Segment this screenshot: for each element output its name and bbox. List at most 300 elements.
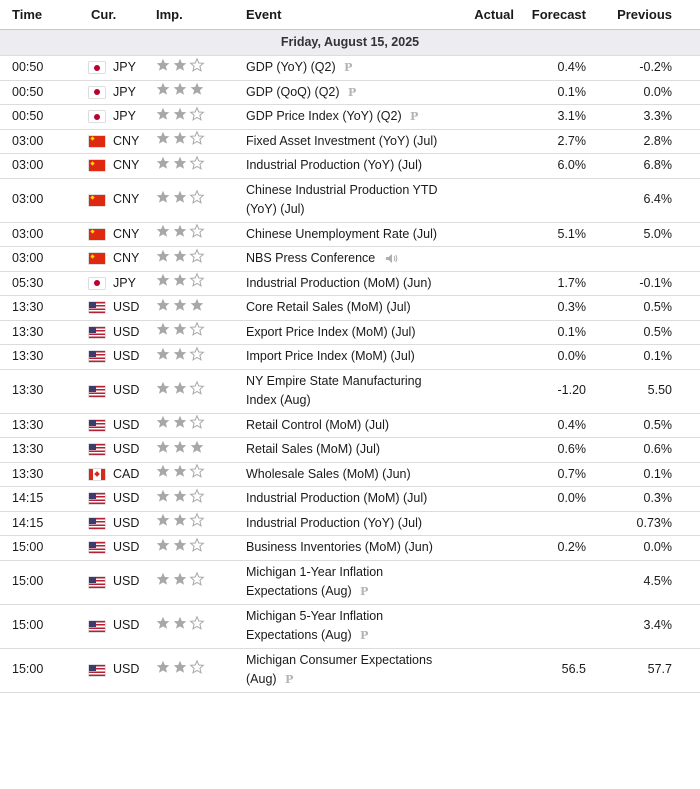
header-currency[interactable]: Cur. xyxy=(89,0,156,30)
importance-cell xyxy=(156,560,246,604)
event-currency: CNY xyxy=(113,226,140,241)
event-actual xyxy=(439,222,514,247)
star-empty-icon xyxy=(190,538,204,552)
event-cell xyxy=(246,222,439,247)
event-name-link[interactable]: Export Price Index (MoM) (Jul) xyxy=(246,324,416,339)
star-filled-icon xyxy=(156,273,170,287)
flag-jp-icon xyxy=(89,87,105,98)
event-actual xyxy=(439,438,514,463)
importance-stars xyxy=(156,298,204,312)
event-time: 14:15 xyxy=(0,511,89,536)
event-currency-cell xyxy=(89,247,156,272)
event-actual xyxy=(439,247,514,272)
event-currency-cell xyxy=(89,369,156,413)
star-empty-icon xyxy=(190,616,204,630)
star-filled-icon xyxy=(156,489,170,503)
event-time: 13:30 xyxy=(0,438,89,463)
table-row[interactable] xyxy=(0,320,700,345)
importance-stars xyxy=(156,322,204,336)
flag-cn-icon xyxy=(89,253,105,264)
event-forecast: 0.6% xyxy=(514,438,586,463)
event-name-link[interactable]: Michigan 5-Year Inflation Expectations (Aug) xyxy=(246,608,384,642)
preliminary-icon: P xyxy=(344,61,353,74)
importance-stars xyxy=(156,464,204,478)
event-time: 03:00 xyxy=(0,154,89,179)
event-cell xyxy=(246,178,439,222)
table-row[interactable] xyxy=(0,178,700,222)
importance-cell xyxy=(156,56,246,81)
importance-stars xyxy=(156,190,204,204)
event-name-link[interactable]: Business Inventories (MoM) (Jun) xyxy=(246,540,433,554)
star-filled-icon xyxy=(156,58,170,72)
event-currency: USD xyxy=(113,349,140,363)
star-filled-icon xyxy=(173,156,187,170)
event-name-link[interactable]: Chinese Industrial Production YTD (YoY) (Jul) xyxy=(246,182,438,216)
star-empty-icon xyxy=(190,572,204,586)
star-filled-icon xyxy=(156,156,170,170)
star-filled-icon xyxy=(156,107,170,121)
table-row[interactable] xyxy=(0,536,700,561)
importance-cell xyxy=(156,271,246,296)
table-row[interactable] xyxy=(0,560,700,604)
table-row[interactable] xyxy=(0,271,700,296)
event-previous: 5.50 xyxy=(586,369,700,413)
event-cell xyxy=(246,154,439,179)
table-row[interactable] xyxy=(0,129,700,154)
date-row xyxy=(0,30,700,56)
star-filled-icon xyxy=(173,660,187,674)
star-empty-icon xyxy=(190,190,204,204)
event-time: 05:30 xyxy=(0,271,89,296)
table-row[interactable] xyxy=(0,604,700,648)
event-forecast xyxy=(514,247,586,272)
event-time: 13:30 xyxy=(0,320,89,345)
star-empty-icon xyxy=(190,322,204,336)
table-row[interactable] xyxy=(0,511,700,536)
event-cell xyxy=(246,296,439,321)
event-currency: USD xyxy=(113,300,140,314)
event-currency-cell xyxy=(89,222,156,247)
flag-jp-icon xyxy=(89,278,105,289)
star-empty-icon xyxy=(190,249,204,263)
star-filled-icon xyxy=(156,513,170,527)
event-name-link[interactable]: Retail Control (MoM) (Jul) xyxy=(246,417,390,432)
importance-stars xyxy=(156,572,204,586)
event-actual xyxy=(439,604,514,648)
importance-cell xyxy=(156,80,246,105)
event-currency-cell xyxy=(89,511,156,536)
event-name-link[interactable]: Fixed Asset Investment (YoY) (Jul) xyxy=(246,133,438,148)
event-currency-cell xyxy=(89,413,156,438)
star-filled-icon xyxy=(190,298,204,312)
flag-ca-icon xyxy=(89,469,105,480)
event-forecast: 3.1% xyxy=(514,105,586,130)
flag-us-icon xyxy=(89,518,105,529)
star-filled-icon xyxy=(156,82,170,96)
table-row[interactable] xyxy=(0,462,700,487)
event-previous: 0.5% xyxy=(586,296,700,321)
table-header-row xyxy=(0,0,700,30)
event-currency-cell xyxy=(89,129,156,154)
star-filled-icon xyxy=(173,273,187,287)
event-name-link[interactable]: NBS Press Conference xyxy=(246,251,376,265)
importance-cell xyxy=(156,438,246,463)
event-currency: USD xyxy=(113,662,140,677)
event-previous xyxy=(586,247,700,272)
event-previous: -0.2% xyxy=(586,56,700,81)
event-cell xyxy=(246,129,439,154)
importance-cell xyxy=(156,369,246,413)
event-name-link[interactable]: GDP Price Index (YoY) (Q2) xyxy=(246,109,402,123)
event-previous: 0.1% xyxy=(586,345,700,370)
event-currency-cell xyxy=(89,438,156,463)
event-currency-cell xyxy=(89,560,156,604)
event-time: 03:00 xyxy=(0,222,89,247)
table-row[interactable] xyxy=(0,487,700,512)
event-actual xyxy=(439,80,514,105)
event-currency: USD xyxy=(113,383,140,398)
event-previous: 0.0% xyxy=(586,80,700,105)
star-empty-icon xyxy=(190,273,204,287)
event-currency: CNY xyxy=(113,251,140,265)
event-actual xyxy=(439,413,514,438)
star-empty-icon xyxy=(190,58,204,72)
table-row[interactable] xyxy=(0,105,700,130)
event-cell xyxy=(246,462,439,487)
event-cell xyxy=(246,345,439,370)
table-row[interactable] xyxy=(0,648,700,692)
event-forecast: 0.1% xyxy=(514,80,586,105)
star-filled-icon xyxy=(173,322,187,336)
event-actual xyxy=(439,536,514,561)
star-filled-icon xyxy=(173,347,187,361)
star-filled-icon xyxy=(156,249,170,263)
event-actual xyxy=(439,511,514,536)
event-time: 00:50 xyxy=(0,105,89,130)
star-filled-icon xyxy=(173,538,187,552)
event-currency: USD xyxy=(113,515,140,530)
event-actual xyxy=(439,105,514,130)
event-forecast: 5.1% xyxy=(514,222,586,247)
table-row[interactable] xyxy=(0,296,700,321)
event-forecast: 0.4% xyxy=(514,56,586,81)
star-filled-icon xyxy=(173,489,187,503)
event-name-link[interactable]: Wholesale Sales (MoM) (Jun) xyxy=(246,466,411,481)
event-previous: 3.4% xyxy=(586,604,700,648)
header-previous[interactable]: Previous xyxy=(586,0,700,30)
star-filled-icon xyxy=(156,464,170,478)
event-name-link[interactable]: Chinese Unemployment Rate (Jul) xyxy=(246,226,438,241)
event-name-link[interactable]: Retail Sales (MoM) (Jul) xyxy=(246,442,381,456)
importance-cell xyxy=(156,129,246,154)
importance-cell xyxy=(156,648,246,692)
event-previous: 3.3% xyxy=(586,105,700,130)
event-previous: 2.8% xyxy=(586,129,700,154)
flag-us-icon xyxy=(89,302,105,313)
event-actual xyxy=(439,648,514,692)
event-currency-cell xyxy=(89,536,156,561)
importance-cell xyxy=(156,345,246,370)
importance-cell xyxy=(156,247,246,272)
importance-stars xyxy=(156,249,204,263)
importance-cell xyxy=(156,105,246,130)
event-name-link[interactable]: Industrial Production (MoM) (Jun) xyxy=(246,275,432,290)
star-empty-icon xyxy=(190,464,204,478)
importance-stars xyxy=(156,156,204,170)
star-filled-icon xyxy=(173,440,187,454)
flag-cn-icon xyxy=(89,229,105,240)
event-name-link[interactable]: Industrial Production (YoY) (Jul) xyxy=(246,158,423,172)
flag-us-icon xyxy=(89,665,105,676)
event-time: 03:00 xyxy=(0,178,89,222)
event-actual xyxy=(439,345,514,370)
importance-cell xyxy=(156,296,246,321)
star-filled-icon xyxy=(156,572,170,586)
table-row[interactable] xyxy=(0,369,700,413)
event-cell xyxy=(246,648,439,692)
event-cell xyxy=(246,536,439,561)
event-actual xyxy=(439,56,514,81)
event-currency-cell xyxy=(89,178,156,222)
event-currency: JPY xyxy=(113,109,136,123)
event-currency: USD xyxy=(113,574,140,589)
event-previous: 0.6% xyxy=(586,438,700,463)
preliminary-icon: P xyxy=(285,673,294,686)
importance-cell xyxy=(156,320,246,345)
header-forecast[interactable]: Forecast xyxy=(514,0,586,30)
star-filled-icon xyxy=(173,82,187,96)
event-actual xyxy=(439,487,514,512)
event-currency: CAD xyxy=(113,466,140,481)
event-previous: 6.4% xyxy=(586,178,700,222)
event-currency-cell xyxy=(89,320,156,345)
event-forecast: 0.2% xyxy=(514,536,586,561)
importance-stars xyxy=(156,513,204,527)
event-forecast xyxy=(514,604,586,648)
flag-us-icon xyxy=(89,621,105,632)
importance-stars xyxy=(156,415,204,429)
star-filled-icon xyxy=(190,82,204,96)
star-filled-icon xyxy=(173,107,187,121)
flag-us-icon xyxy=(89,542,105,553)
event-cell xyxy=(246,511,439,536)
star-filled-icon xyxy=(173,131,187,145)
preliminary-icon: P xyxy=(348,85,357,99)
event-name-link[interactable]: NY Empire State Manufacturing Index (Aug) xyxy=(246,373,422,407)
event-cell xyxy=(246,247,439,272)
event-currency: USD xyxy=(113,540,140,554)
event-currency-cell xyxy=(89,487,156,512)
star-filled-icon xyxy=(156,347,170,361)
event-name-link[interactable]: Michigan 1-Year Inflation Expectations (Aug) xyxy=(246,564,384,598)
event-currency-cell xyxy=(89,271,156,296)
preliminary-icon: P xyxy=(360,585,369,598)
table-row[interactable] xyxy=(0,56,700,81)
event-cell xyxy=(246,487,439,512)
preliminary-icon: P xyxy=(410,110,419,123)
preliminary-icon: P xyxy=(360,629,369,642)
header-actual[interactable]: Actual xyxy=(439,0,514,30)
event-currency-cell xyxy=(89,604,156,648)
star-filled-icon xyxy=(173,381,187,395)
event-currency-cell xyxy=(89,80,156,105)
event-name-link[interactable]: Core Retail Sales (MoM) (Jul) xyxy=(246,300,411,314)
table-row[interactable] xyxy=(0,345,700,370)
event-forecast: 0.0% xyxy=(514,487,586,512)
header-event[interactable]: Event xyxy=(246,0,439,30)
star-filled-icon xyxy=(173,616,187,630)
event-currency: CNY xyxy=(113,192,140,207)
star-filled-icon xyxy=(173,58,187,72)
event-time: 15:00 xyxy=(0,560,89,604)
star-empty-icon xyxy=(190,224,204,238)
star-filled-icon xyxy=(156,322,170,336)
event-time: 00:50 xyxy=(0,80,89,105)
event-forecast: 56.5 xyxy=(514,648,586,692)
flag-us-icon xyxy=(89,444,105,455)
star-filled-icon xyxy=(156,131,170,145)
header-time[interactable]: Time xyxy=(0,0,89,30)
event-forecast: 2.7% xyxy=(514,129,586,154)
event-actual xyxy=(439,178,514,222)
event-cell xyxy=(246,105,439,130)
star-filled-icon xyxy=(156,440,170,454)
event-currency: USD xyxy=(113,618,140,633)
importance-stars xyxy=(156,82,204,96)
event-name-link[interactable]: GDP (YoY) (Q2) xyxy=(246,60,336,74)
importance-stars xyxy=(156,58,204,72)
event-previous: 0.5% xyxy=(586,413,700,438)
event-name-link[interactable]: Michigan Consumer Expectations (Aug) xyxy=(246,652,433,686)
importance-stars xyxy=(156,381,204,395)
star-empty-icon xyxy=(190,489,204,503)
event-time: 15:00 xyxy=(0,604,89,648)
table-row[interactable] xyxy=(0,438,700,463)
event-cell xyxy=(246,369,439,413)
event-previous: 0.0% xyxy=(586,536,700,561)
event-name-link[interactable]: Industrial Production (MoM) (Jul) xyxy=(246,491,428,505)
star-empty-icon xyxy=(190,513,204,527)
table-row[interactable] xyxy=(0,413,700,438)
event-previous: 4.5% xyxy=(586,560,700,604)
event-name-link[interactable]: Import Price Index (MoM) (Jul) xyxy=(246,349,415,363)
event-currency: USD xyxy=(113,491,140,505)
event-currency: USD xyxy=(113,442,140,456)
event-name-link[interactable]: GDP (QoQ) (Q2) xyxy=(246,84,340,99)
event-previous: 0.73% xyxy=(586,511,700,536)
event-currency-cell xyxy=(89,296,156,321)
event-actual xyxy=(439,154,514,179)
event-cell xyxy=(246,560,439,604)
importance-stars xyxy=(156,273,204,287)
star-filled-icon xyxy=(173,224,187,238)
importance-cell xyxy=(156,178,246,222)
star-filled-icon xyxy=(173,415,187,429)
table-row[interactable] xyxy=(0,222,700,247)
star-filled-icon xyxy=(156,298,170,312)
event-currency-cell xyxy=(89,154,156,179)
event-actual xyxy=(439,560,514,604)
event-time: 13:30 xyxy=(0,345,89,370)
event-cell xyxy=(246,320,439,345)
importance-cell xyxy=(156,511,246,536)
star-filled-icon xyxy=(156,381,170,395)
event-currency: CNY xyxy=(113,133,140,148)
star-filled-icon xyxy=(156,660,170,674)
event-currency: USD xyxy=(113,417,140,432)
event-currency: JPY xyxy=(113,275,136,290)
star-filled-icon xyxy=(156,224,170,238)
event-time: 15:00 xyxy=(0,648,89,692)
table-row[interactable] xyxy=(0,80,700,105)
event-previous: 5.0% xyxy=(586,222,700,247)
event-actual xyxy=(439,320,514,345)
importance-cell xyxy=(156,462,246,487)
event-time: 13:30 xyxy=(0,296,89,321)
event-previous: -0.1% xyxy=(586,271,700,296)
star-empty-icon xyxy=(190,347,204,361)
table-row[interactable] xyxy=(0,154,700,179)
event-previous: 0.3% xyxy=(586,487,700,512)
flag-jp-icon xyxy=(89,111,105,122)
flag-cn-icon xyxy=(89,195,105,206)
star-empty-icon xyxy=(190,131,204,145)
event-actual xyxy=(439,271,514,296)
star-filled-icon xyxy=(173,513,187,527)
flag-us-icon xyxy=(89,327,105,338)
importance-stars xyxy=(156,489,204,503)
event-time: 13:30 xyxy=(0,369,89,413)
header-importance[interactable]: Imp. xyxy=(156,0,246,30)
table-row[interactable] xyxy=(0,247,700,272)
importance-cell xyxy=(156,222,246,247)
star-filled-icon xyxy=(190,440,204,454)
star-empty-icon xyxy=(190,156,204,170)
event-forecast: 1.7% xyxy=(514,271,586,296)
importance-cell xyxy=(156,413,246,438)
star-filled-icon xyxy=(173,572,187,586)
event-forecast: 6.0% xyxy=(514,154,586,179)
importance-stars xyxy=(156,440,204,454)
importance-stars xyxy=(156,660,204,674)
event-currency: JPY xyxy=(113,84,136,99)
event-time: 03:00 xyxy=(0,129,89,154)
event-name-link[interactable]: Industrial Production (YoY) (Jul) xyxy=(246,515,423,530)
event-time: 15:00 xyxy=(0,536,89,561)
star-empty-icon xyxy=(190,660,204,674)
event-cell xyxy=(246,413,439,438)
event-cell xyxy=(246,56,439,81)
event-time: 13:30 xyxy=(0,462,89,487)
flag-jp-icon xyxy=(89,62,105,73)
event-time: 14:15 xyxy=(0,487,89,512)
event-cell xyxy=(246,604,439,648)
event-actual xyxy=(439,296,514,321)
event-forecast xyxy=(514,560,586,604)
flag-us-icon xyxy=(89,577,105,588)
flag-us-icon xyxy=(89,351,105,362)
speaker-icon xyxy=(385,253,398,264)
event-actual xyxy=(439,462,514,487)
star-filled-icon xyxy=(173,190,187,204)
importance-stars xyxy=(156,616,204,630)
event-forecast: 0.7% xyxy=(514,462,586,487)
flag-cn-icon xyxy=(89,136,105,147)
event-cell xyxy=(246,80,439,105)
event-currency-cell xyxy=(89,648,156,692)
importance-cell xyxy=(156,154,246,179)
date-label: Friday, August 15, 2025 xyxy=(0,30,700,56)
